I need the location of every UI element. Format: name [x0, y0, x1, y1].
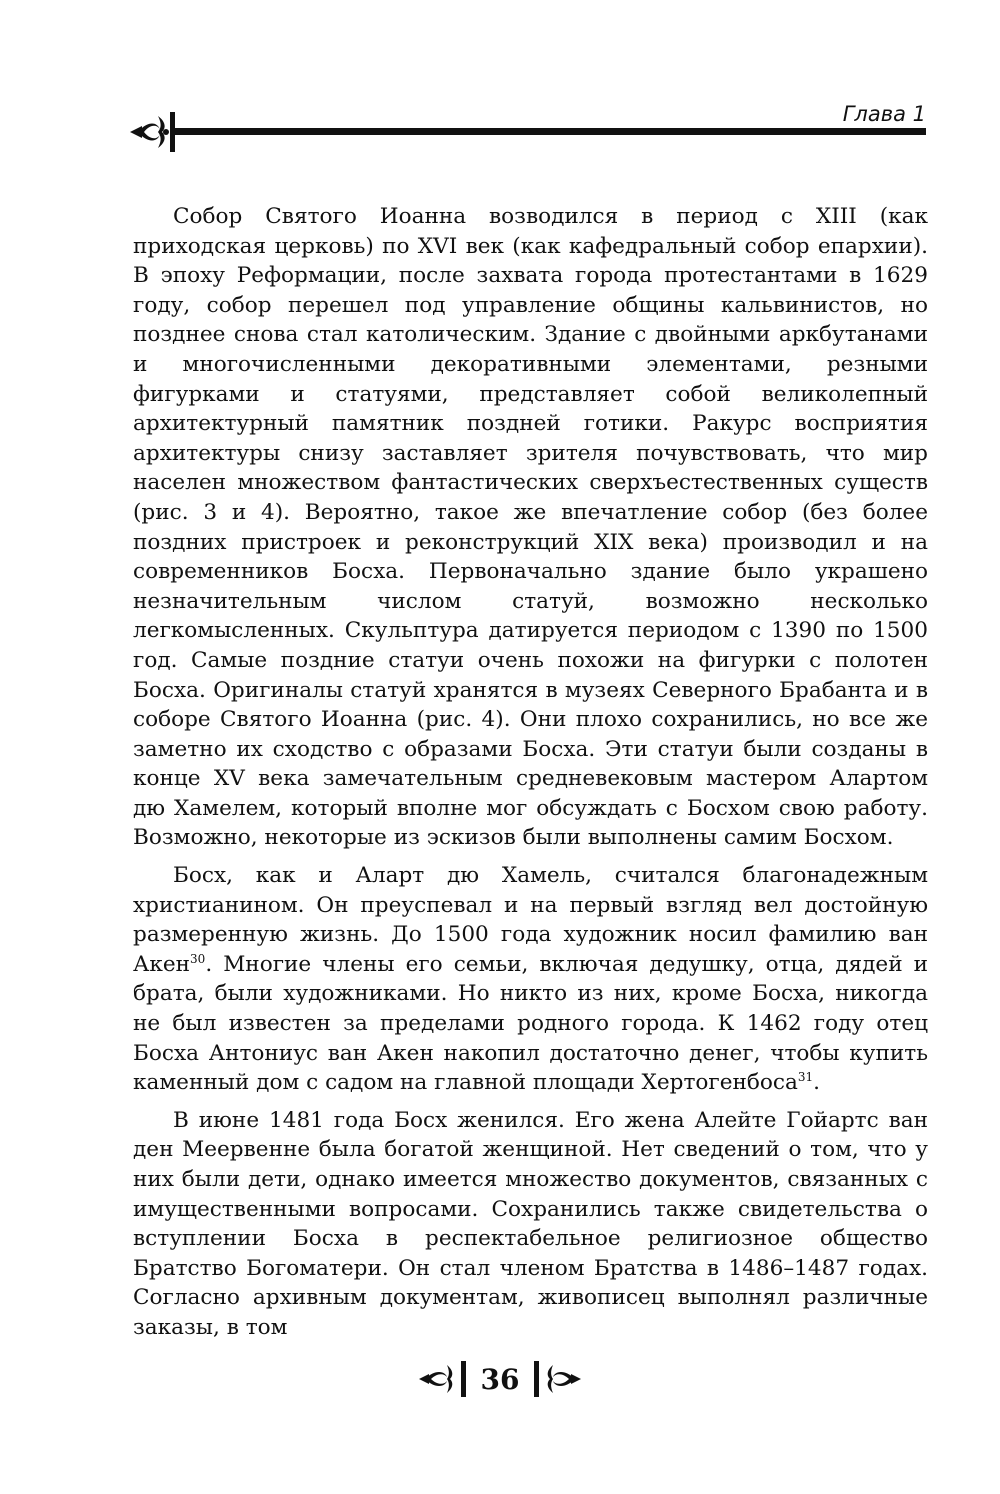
- chapter-label: Глава 1: [842, 102, 926, 126]
- footnote-ref-30: 30: [190, 951, 206, 966]
- paragraph-1: Собор Святого Иоанна возводился в период с XIII (как приходская церковь) по XVI век (как кафедральный собор епархии). В эпоху Реформации, после захвата города протестантами в 1629 году, собор перешел под управление общины кальвинистов, но позднее снова стал католическим. Здание с двойными аркбутанами и многочисленными декоративными элементами, резными фигурками и статуями, представляет собой великолепный архитектурный памятник поздней готики. Ракурс восприятия архитектуры снизу заставляет зрителя почувствовать, что мир населен множеством фантастических сверхъестественных существ (рис. 3 и 4). Вероятно, такое же впечатление собор (без более поздних пристроек и реконструкций XIX века) производил и на современников Босха. Первоначально здание было украшено незначительным числом статуй, возможно несколько легкомысленных. Скульптура датируется периодом с 1390 по 1500 год. Самые поздние статуи очень похожи на фигурки с полотен Босха. Оригиналы статуй хранятся в музеях Северного Брабанта и в соборе Святого Иоанна (рис. 4). Они плохо сохранились, но все же заметно их сходство с образами Босха. Эти статуи были созданы в конце XV века замечательным средневековым мастером Алартом дю Хамелем, который вполне мог обсуждать с Босхом свою работу. Возможно, некоторые из эскизов были выполнены самим Босхом.: [133, 204, 928, 851]
- footnote-ref-31: 31: [797, 1070, 814, 1085]
- page-footer: [0, 1354, 1000, 1404]
- page-number: 36: [480, 1362, 520, 1396]
- fleuron-right-icon: [527, 1359, 583, 1399]
- paragraph-2-part-c: .: [813, 1070, 820, 1096]
- header-rule: [174, 128, 926, 135]
- paragraph-3: В июне 1481 года Босх женился. Его жена Алейте Гойартс ван ден Меервенне была богатой женщиной. Нет сведений о том, что у них были дети, однако имеется множество документов, связанных с имущественными вопросами. Сохранились также свидетельства о вступлении Босха в респектабельное религиозное общество Братство Богоматери. Он стал членом Братства в 1486–1487 годах. Согласно архивным документам, живописец выполнял различные заказы, в том: [133, 1107, 928, 1340]
- paragraph-2-part-a: Босх, как и Аларт дю Хамель, считался благонадежным христианином. Он преуспевал и на первый взгляд вел достойную размеренную жизнь. До 1500 года художник носил фамилию ван Акен: [133, 863, 928, 977]
- fleuron-left-icon: [417, 1359, 473, 1399]
- paragraph-2-part-b: . Многие члены его семьи, включая дедушку, отца, дядей и брата, были художниками. Но никто из них, кроме Босха, никогда не был известен за пределами родного города. К 1462 году отец Босха Антониус ван Акен накопил достаточно денег, чтобы купить каменный дом с садом на главной площади Хертогенбоса: [133, 951, 928, 1096]
- running-header: [128, 100, 928, 164]
- body-text: [133, 202, 928, 1351]
- paragraph-2: [133, 861, 928, 1098]
